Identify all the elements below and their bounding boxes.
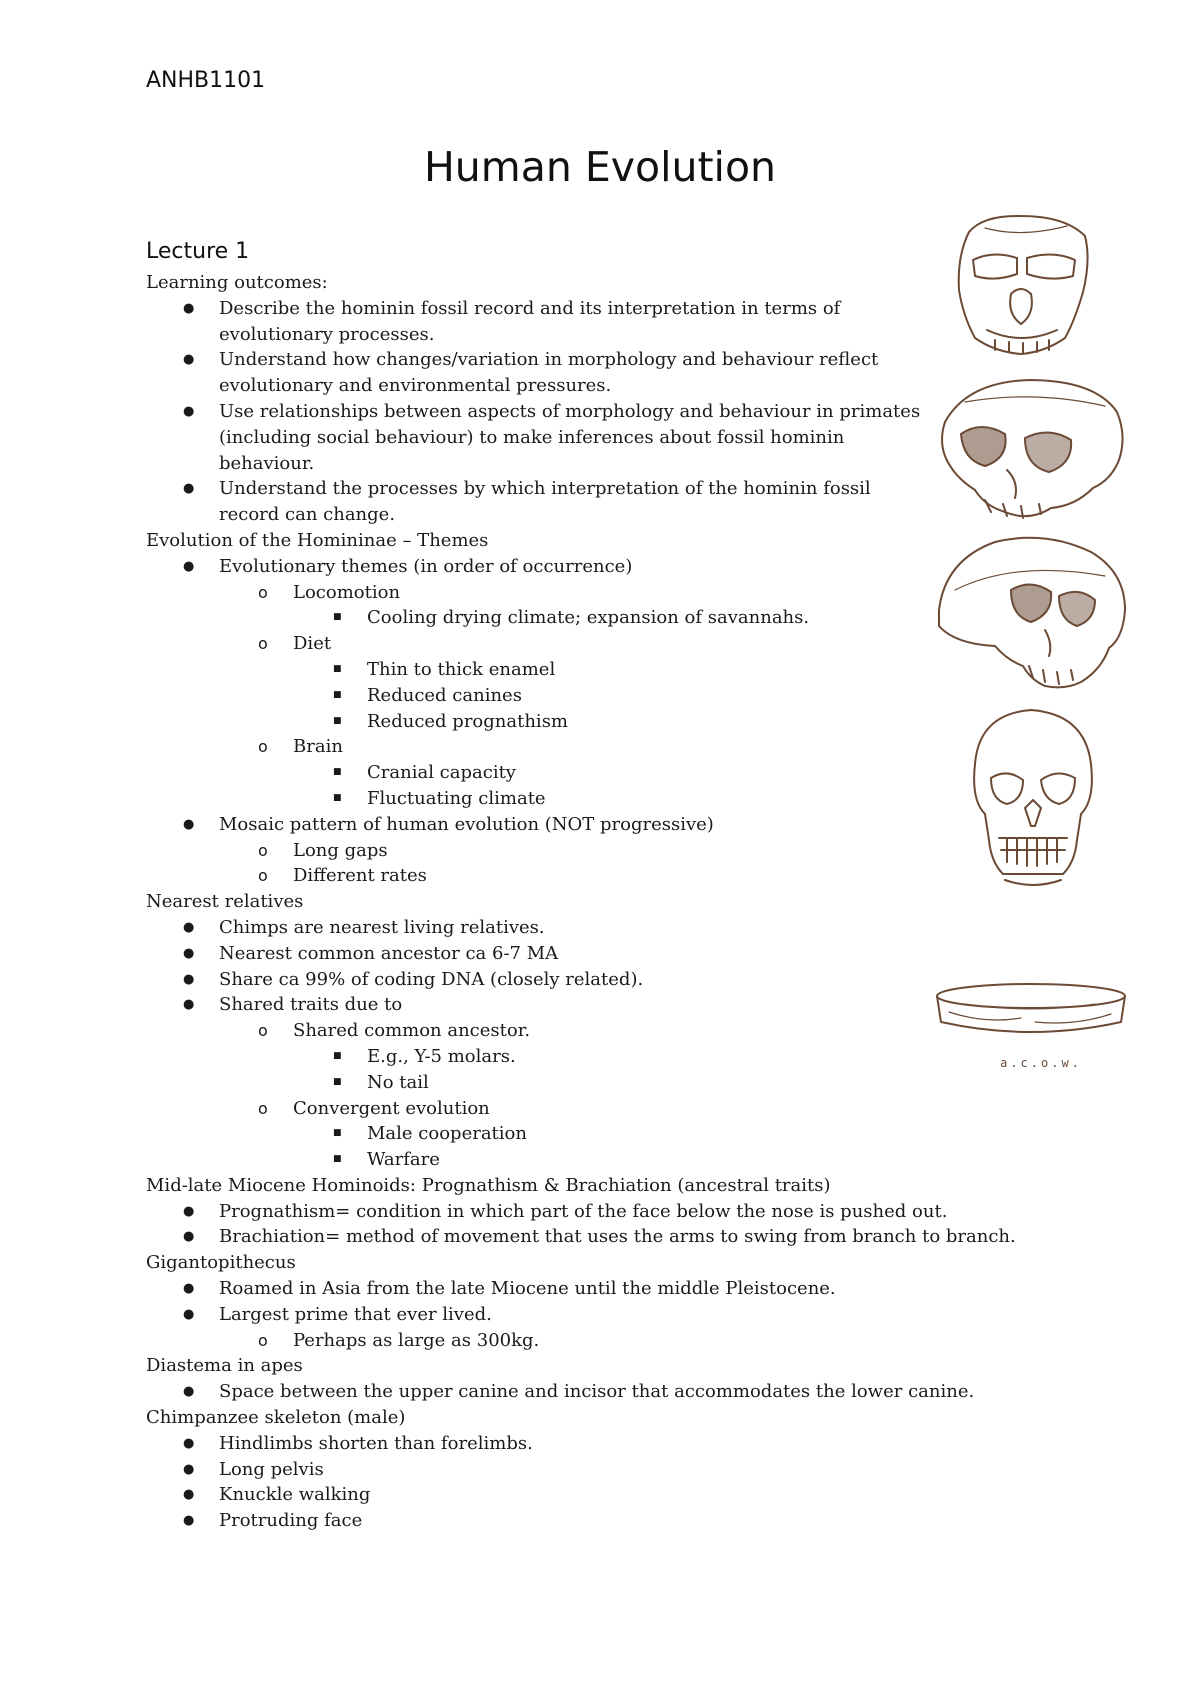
bullet-icon: ● [183, 945, 195, 961]
bullet-icon: ● [183, 997, 195, 1013]
list-item [146, 425, 1026, 451]
bullet-icon: ● [183, 1513, 195, 1529]
bullet-icon: ● [183, 1384, 195, 1400]
bullet-icon: o [258, 866, 268, 886]
line-text: Space between the upper canine and incisor that accommodates the lower canine. [219, 1381, 975, 1403]
list-item [146, 322, 1026, 348]
section-heading [146, 889, 1026, 915]
list-item [146, 1147, 1026, 1173]
bullet-icon: o [258, 1330, 268, 1350]
line-text: Warfare [367, 1149, 440, 1171]
section-heading [146, 1173, 1026, 1199]
list-item [146, 1379, 1026, 1405]
list-item [146, 451, 1026, 477]
bullet-icon: ● [183, 403, 195, 419]
bullet-icon: ● [183, 300, 195, 316]
bullet-icon: ■ [333, 767, 342, 778]
line-text: (including social behaviour) to make inferences about fossil hominin [219, 426, 845, 448]
line-text: Knuckle walking [219, 1484, 371, 1506]
bullet-icon: ■ [333, 689, 342, 700]
list-item [146, 915, 1026, 941]
line-text: Evolutionary themes (in order of occurrence) [219, 555, 633, 577]
list-item [146, 502, 1026, 528]
line-text: Largest prime that ever lived. [219, 1303, 492, 1325]
list-item [146, 863, 1026, 889]
line-text: Describe the hominin fossil record and its interpretation in terms of [219, 297, 841, 319]
australopith-skull-icon [942, 380, 1123, 518]
line-text: Learning outcomes: [146, 272, 328, 293]
list-item [146, 347, 1026, 373]
line-text: record can change. [219, 504, 396, 526]
list-item [146, 1224, 1026, 1250]
bullet-icon: ■ [333, 715, 342, 726]
bullet-icon: ● [183, 352, 195, 368]
line-text: Protruding face [219, 1510, 363, 1532]
line-text: Diastema in apes [146, 1355, 303, 1377]
list-item [146, 1431, 1026, 1457]
bullet-icon: ● [183, 1487, 195, 1503]
list-item [146, 657, 1026, 683]
list-item [146, 1121, 1026, 1147]
bullet-icon: o [258, 634, 268, 654]
bullet-icon: ■ [333, 1076, 342, 1087]
list-item [146, 631, 1026, 657]
bullet-icon: o [258, 1098, 268, 1118]
list-item [146, 709, 1026, 735]
bullet-icon: ● [183, 1281, 195, 1297]
line-text: Gigantopithecus [146, 1252, 296, 1274]
ape-skull-icon [959, 216, 1088, 354]
list-item [146, 1070, 1026, 1096]
list-item [146, 605, 1026, 631]
line-text: Roamed in Asia from the late Miocene until the middle Pleistocene. [219, 1278, 836, 1300]
list-item [146, 1328, 1026, 1354]
line-text: Male cooperation [367, 1123, 527, 1145]
erectus-skull-icon [939, 538, 1125, 688]
list-item [146, 1482, 1026, 1508]
bullet-icon: o [258, 737, 268, 757]
list-item [146, 992, 1026, 1018]
bullet-icon: ● [183, 558, 195, 574]
line-text: behaviour. [219, 452, 315, 474]
line-text: Chimpanzee skeleton (male) [146, 1407, 406, 1429]
list-item [146, 1018, 1026, 1044]
line-text: Evolution of the Homininae – Themes [146, 529, 489, 551]
list-item [146, 683, 1026, 709]
list-item [146, 967, 1026, 993]
list-item [146, 734, 1026, 760]
line-text: Nearest relatives [146, 891, 304, 913]
list-item [146, 1508, 1026, 1534]
bullet-icon: ● [183, 919, 195, 935]
list-item [146, 760, 1026, 786]
line-text: Prognathism= condition in which part of the face below the nose is pushed out. [219, 1200, 948, 1222]
line-text: Convergent evolution [293, 1097, 490, 1119]
bullet-icon: ● [183, 1203, 195, 1219]
illustration-caption: a.c.o.w. [1000, 1056, 1082, 1070]
section-heading [146, 270, 1026, 296]
line-text: Shared traits due to [219, 994, 403, 1016]
human-skull-icon [974, 710, 1092, 885]
line-text: Cranial capacity [367, 762, 516, 784]
bullet-icon: ● [183, 971, 195, 987]
list-item [146, 399, 1026, 425]
line-text: Different rates [293, 865, 427, 887]
line-text: evolutionary processes. [219, 323, 435, 345]
course-code: ANHB1101 [146, 68, 266, 93]
line-text: Fluctuating climate [367, 787, 546, 809]
bullet-icon: ● [183, 816, 195, 832]
lecture-heading: Lecture 1 [146, 239, 250, 264]
list-item [146, 476, 1026, 502]
section-heading [146, 528, 1026, 554]
bullet-icon: ● [183, 1461, 195, 1477]
list-item [146, 786, 1026, 812]
line-text: Long pelvis [219, 1458, 324, 1480]
list-item [146, 941, 1026, 967]
page-title: Human Evolution [423, 143, 777, 191]
line-text: Mid-late Miocene Hominoids: Prognathism & Brachiation (ancestral traits) [146, 1174, 831, 1196]
line-text: evolutionary and environmental pressures. [219, 375, 612, 397]
line-text: Thin to thick enamel [367, 658, 556, 680]
bowl-icon [937, 984, 1125, 1032]
section-heading [146, 1250, 1026, 1276]
line-text: Hindlimbs shorten than forelimbs. [219, 1432, 533, 1454]
bullet-icon: ■ [333, 612, 342, 623]
line-text: Mosaic pattern of human evolution (NOT progressive) [219, 813, 714, 835]
line-text: Use relationships between aspects of morphology and behaviour in primates [219, 400, 921, 422]
list-item [146, 1096, 1026, 1122]
list-item [146, 554, 1026, 580]
bullet-icon: ■ [333, 1050, 342, 1061]
bullet-icon: ■ [333, 1128, 342, 1139]
line-text: Diet [293, 633, 332, 655]
line-text: Shared common ancestor. [293, 1020, 531, 1042]
list-item [146, 296, 1026, 322]
section-heading [146, 1405, 1026, 1431]
skull-illustrations [925, 212, 1135, 1082]
line-text: Perhaps as large as 300kg. [293, 1329, 540, 1351]
list-item [146, 580, 1026, 606]
line-text: Understand how changes/variation in morphology and behaviour reflect [219, 349, 879, 371]
line-text: Brain [293, 736, 343, 758]
line-text: Long gaps [293, 839, 388, 861]
line-text: Locomotion [293, 581, 401, 603]
list-item [146, 373, 1026, 399]
list-item [146, 1276, 1026, 1302]
list-item [146, 1457, 1026, 1483]
line-text: Nearest common ancestor ca 6-7 MA [219, 942, 559, 964]
list-item [146, 1302, 1026, 1328]
line-text: Cooling drying climate; expansion of savannahs. [367, 607, 810, 629]
bullet-icon: o [258, 582, 268, 602]
line-text: Chimps are nearest living relatives. [219, 916, 545, 938]
line-text: Brachiation= method of movement that uses the arms to swing from branch to branch. [219, 1226, 1016, 1248]
list-item [146, 1044, 1026, 1070]
bullet-icon: ● [183, 481, 195, 497]
bullet-icon: o [258, 840, 268, 860]
bullet-icon: ■ [333, 792, 342, 803]
bullet-icon: o [258, 1021, 268, 1041]
line-text: E.g., Y-5 molars. [367, 1045, 516, 1067]
bullet-icon: ● [183, 1306, 195, 1322]
section-heading [146, 1353, 1026, 1379]
line-text: Reduced canines [367, 684, 522, 706]
bullet-icon: ● [183, 1229, 195, 1245]
bullet-icon: ● [183, 1435, 195, 1451]
line-text: Understand the processes by which interpretation of the hominin fossil [219, 478, 871, 500]
list-item [146, 812, 1026, 838]
bullet-icon: ■ [333, 1154, 342, 1165]
bullet-icon: ■ [333, 663, 342, 674]
list-item [146, 838, 1026, 864]
line-text: Share ca 99% of coding DNA (closely related). [219, 968, 644, 990]
list-item [146, 1199, 1026, 1225]
line-text: No tail [367, 1071, 429, 1093]
line-text: Reduced prognathism [367, 710, 568, 732]
lecture-notes [146, 270, 1026, 1534]
